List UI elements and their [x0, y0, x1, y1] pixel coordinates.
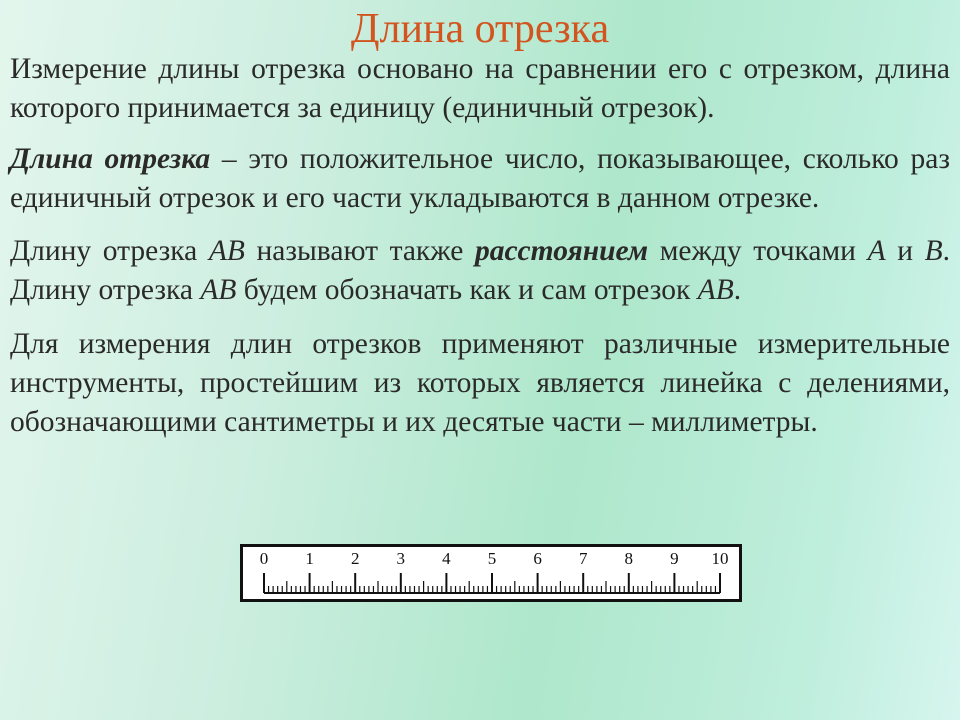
ruler-label: 6	[533, 549, 542, 568]
ruler-label: 5	[487, 549, 497, 568]
ruler-label: 2	[350, 549, 360, 568]
ruler-label: 10	[711, 549, 729, 568]
text-fragment: и	[885, 235, 925, 267]
ruler-label: 7	[578, 549, 588, 568]
point-name: В	[924, 235, 943, 267]
ruler-label: 8	[624, 549, 634, 568]
text-fragment: будем обозначать как и сам отрезок	[236, 274, 698, 306]
paragraph-definition	[10, 140, 950, 218]
segment-name: АВ	[208, 235, 245, 267]
text-fragment: называют также	[244, 235, 475, 267]
ruler-label: 0	[259, 549, 269, 568]
segment-name: АВ	[200, 274, 237, 306]
text-fragment: .	[733, 274, 742, 306]
definition-text: – это положительное число, показывающее, сколько раз единичный отрезок и его части укладываются в данном отрезке.	[10, 143, 950, 214]
text-fragment: . Длину отрезка	[10, 235, 950, 306]
text-fragment: Длину отрезка	[10, 235, 209, 267]
term-segment-length: Длина отрезка	[10, 143, 211, 175]
ruler-label: 3	[396, 549, 406, 568]
ruler-label: 9	[670, 549, 679, 568]
ruler-label: 4	[442, 549, 451, 568]
ruler-label: 1	[305, 549, 314, 568]
ruler-svg	[243, 547, 739, 599]
ruler-image	[240, 544, 742, 602]
segment-name: АВ	[697, 274, 734, 306]
paragraph-measurement: Измерение длины отрезка основано на сравнении его с отрезком, длина которого принимается за единицу (единичный отрезок).	[10, 53, 950, 124]
paragraph-distance	[10, 232, 950, 310]
term-distance: расстоянием	[474, 235, 649, 267]
text-fragment: между точками	[648, 235, 868, 267]
paragraph-instruments: Для измерения длин отрезков применяют различные измерительные инструменты, простейшим из которых является линейка с делениями, обозначающими сантиметры и их десятые части – миллиметры.	[10, 328, 950, 438]
point-name: А	[867, 235, 886, 267]
slide-title: Длина отрезка	[350, 6, 610, 52]
